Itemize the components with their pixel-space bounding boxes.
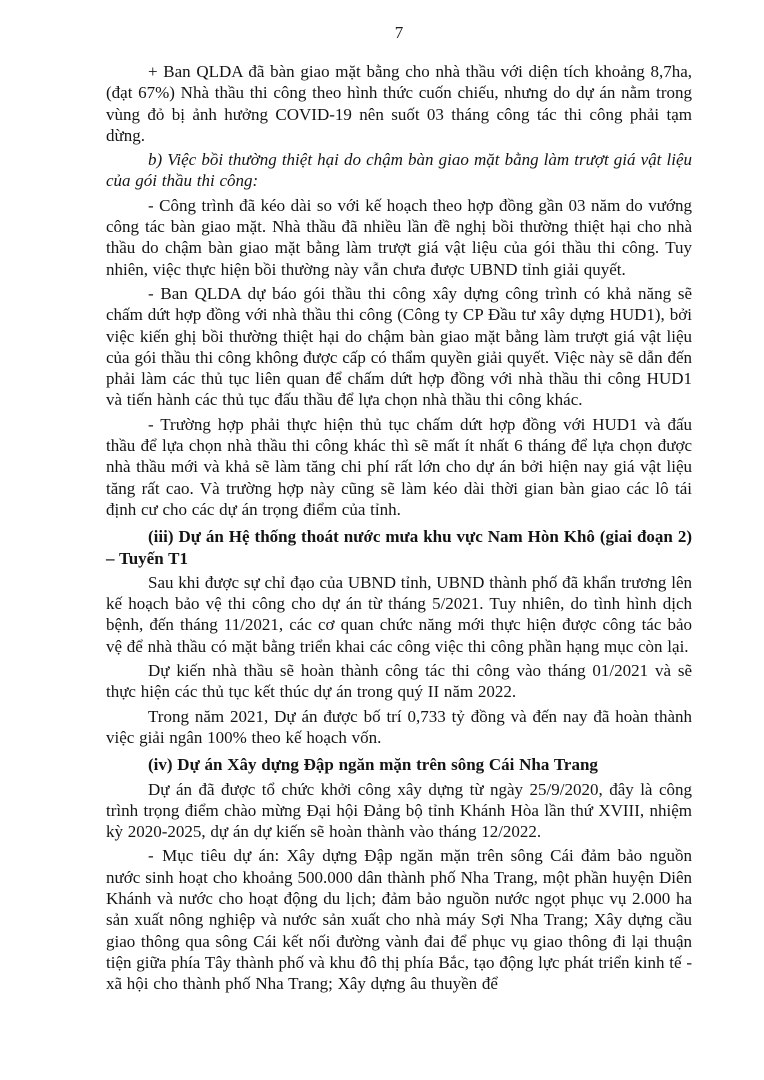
document-body xyxy=(106,61,692,997)
paragraph-delay-compensation: - Công trình đã kéo dài so với kế hoạch theo hợp đồng gần 03 năm do vướng công tác bàn giao mặt. Nhà thầu đã nhiều lần đề nghị bồi thường thiệt hại cho nhà thầu do chậm bàn giao mặt bằng làm trượt giá vật liệu của gói thầu thi công. Tuy nhiên, việc thực hiện bồi thường này vẫn chưa được UBND tỉnh giải quyết. xyxy=(106,195,692,279)
paragraph-drainage-progress: Sau khi được sự chỉ đạo của UBND tỉnh, UBND thành phố đã khẩn trương lên kế hoạch bảo vệ thi công cho dự án từ tháng 5/2021. Tuy nhiên, do tình hình dịch bệnh, đến tháng 11/2021, các cơ quan chức năng mới thực hiện được công tác bảo vệ để nhà thầu có mặt bằng triển khai các công việc thi công phần hạng mục còn lại. xyxy=(106,572,692,656)
section-heading-iii-drainage-project: (iii) Dự án Hệ thống thoát nước mưa khu vực Nam Hòn Khô (giai đoạn 2) – Tuyến T1 xyxy=(106,527,692,568)
paragraph-contract-termination-forecast: - Ban QLDA dự báo gói thầu thi công xây dựng công trình có khả năng sẽ chấm dứt hợp đồng với nhà thầu thi công (Công ty CP Đầu tư xây dựng HUD1), bởi việc kiến ghị bồi thường thiệt hại do chậm bàn giao mặt bằng làm trượt giá vật liệu của gói thầu thi công không được cấp có thẩm quyền giải quyết. Việc này sẽ dẫn đến phải làm các thủ tục liên quan để chấm dứt hợp đồng với nhà thầu thi công HUD1 và tiến hành các thủ tục đấu thầu để lựa chọn nhà thầu thi công khác. xyxy=(106,283,692,410)
paragraph-dam-groundbreaking: Dự án đã được tổ chức khởi công xây dựng từ ngày 25/9/2020, đây là công trình trọng điểm chào mừng Đại hội Đảng bộ tỉnh Khánh Hòa lần thứ XVIII, nhiệm kỳ 2020-2025, dự án dự kiến sẽ hoàn thành vào tháng 12/2022. xyxy=(106,779,692,842)
paragraph-handover-status: + Ban QLDA đã bàn giao mặt bằng cho nhà thầu với diện tích khoảng 8,7ha, (đạt 67%) Nhà thầu thi công theo hình thức cuốn chiếu, nhưng do dự án nằm trong vùng đỏ bị ảnh hưởng COVID-19 nên suốt 03 tháng công tác thi công phải tạm dừng. xyxy=(106,62,692,145)
paragraph-termination-consequences: - Trường hợp phải thực hiện thủ tục chấm dứt hợp đồng với HUD1 và đấu thầu để lựa chọn nhà thầu thi công khác thì sẽ mất ít nhất 6 tháng để lựa chọn được nhà thầu mới và khả sẽ làm tăng chi phí rất lớn cho dự án bởi hiện nay giá vật liệu tăng rất cao. Và trường hợp này cũng sẽ làm kéo dài thời gian bàn giao các lô tái định cư cho các dự án trọng điểm của tỉnh. xyxy=(106,414,692,519)
paragraph-dam-objectives: - Mục tiêu dự án: Xây dựng Đập ngăn mặn trên sông Cái đảm bảo nguồn nước sinh hoạt cho khoảng 500.000 dân thành phố Nha Trang, một phần huyện Diên Khánh và nước cho hoạt động du lịch; đảm bảo nguồn nước ngọt phục vụ 2.000 ha sản xuất nông nghiệp và nước sản xuất cho nhà máy Sợi Nha Trang; Xây dựng cầu giao thông qua sông Cái kết nối đường vành đai để phục vụ giao thông đi lại thuận tiện giữa phía Tây thành phố và khu đô thị phía Bắc, tạo động lực phát triển kinh tế - xã hội cho thành phố Nha Trang; Xây dựng âu thuyền để xyxy=(106,846,692,994)
page-number: 7 xyxy=(394,23,404,42)
section-heading-iv-dam-project: (iv) Dự án Xây dựng Đập ngăn mặn trên sông Cái Nha Trang xyxy=(148,755,598,775)
paragraph-drainage-budget: Trong năm 2021, Dự án được bố trí 0,733 tỷ đồng và đến nay đã hoàn thành việc giải ngân 100% theo kế hoạch vốn. xyxy=(106,706,692,747)
subheading-b-compensation: b) Việc bồi thường thiệt hại do chậm bàn giao mặt bằng làm trượt giá vật liệu của gói thầu thi công: xyxy=(106,150,692,191)
paragraph-drainage-completion-plan: Dự kiến nhà thầu sẽ hoàn thành công tác thi công vào tháng 01/2021 và sẽ thực hiện các thủ tục kết thúc dự án trong quý II năm 2022. xyxy=(106,661,692,702)
